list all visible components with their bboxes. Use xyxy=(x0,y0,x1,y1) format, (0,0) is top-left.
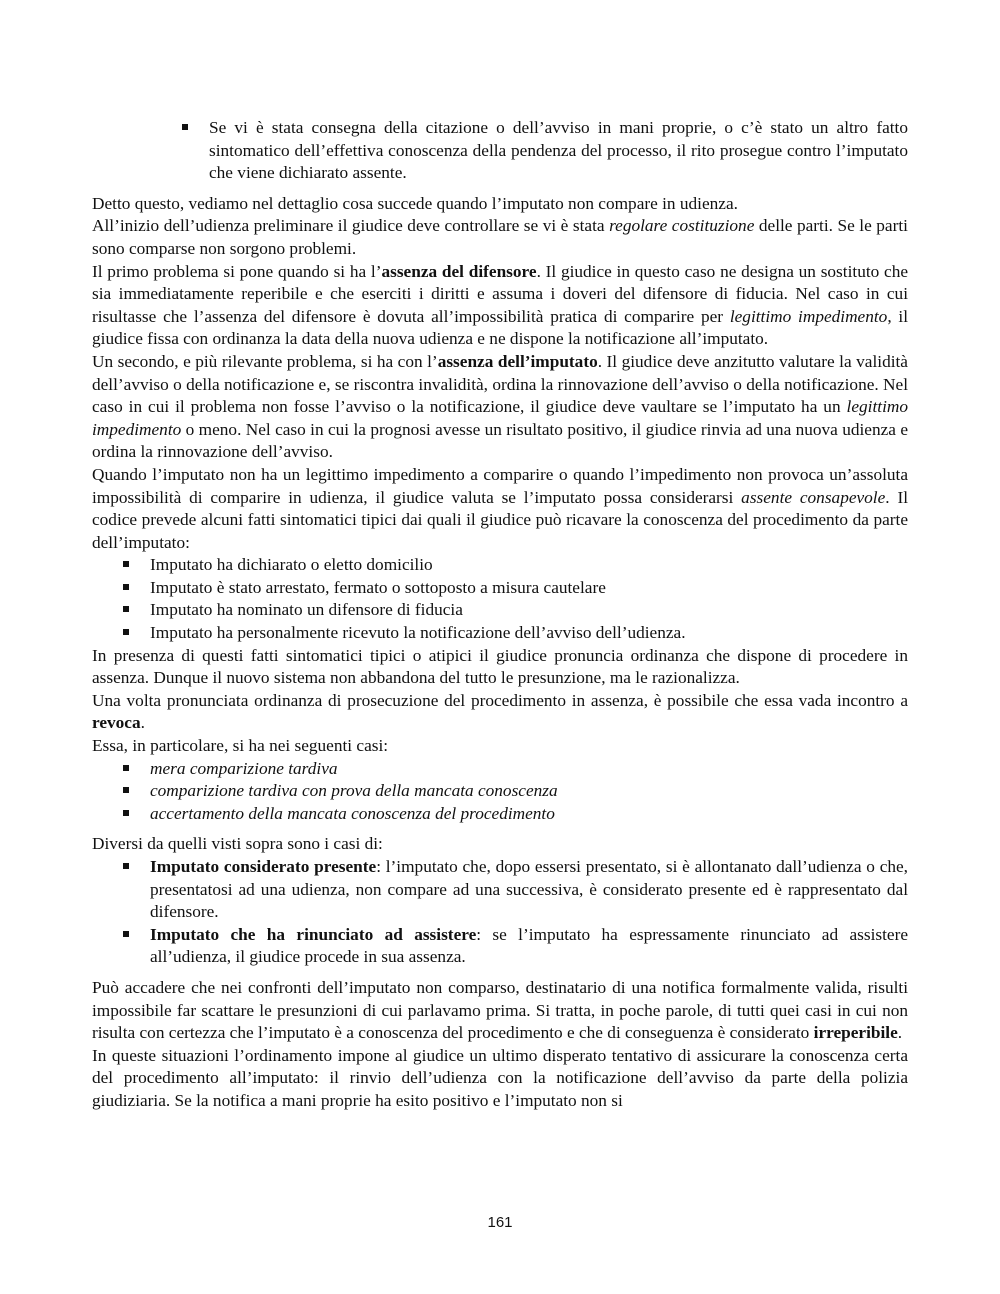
paragraph-7: Una volta pronunciata ordinanza di prosecuzione del procedimento in assenza, è possibile che essa vada incontro a revoca. xyxy=(92,690,908,733)
list-item: Imputato considerato presente: l’imputato che, dopo essersi presentato, si è allontanato dall’udienza o che, presentatosi ad una udienza, non compare ad una successiva, è considerato presente ed è rappresentato dal difensore. xyxy=(150,856,908,924)
square-bullet-icon xyxy=(182,124,188,130)
top-bullet-list xyxy=(92,117,908,185)
paragraph-6: In presenza di questi fatti sintomatici tipici o atipici il giudice pronuncia ordinanza che dispone di procedere in assenza. Dunque il nuovo sistema non abbandona del tutto le presunzione, ma le razionalizza. xyxy=(92,645,908,688)
square-bullet-icon xyxy=(123,561,129,567)
square-bullet-icon xyxy=(123,810,129,816)
paragraph-2: All’inizio dell’udienza preliminare il giudice deve controllare se vi è stata regolare costituzione delle parti. Se le parti sono comparse non sorgono problemi. xyxy=(92,216,908,258)
list-item: accertamento della mancata conoscenza del procedimento xyxy=(150,803,908,826)
square-bullet-icon xyxy=(123,765,129,771)
paragraph-9: Diversi da quelli visti sopra sono i casi di: xyxy=(92,834,383,854)
revocation-cases-list xyxy=(92,758,908,826)
list-item: mera comparizione tardiva xyxy=(150,758,908,781)
page-number: 161 xyxy=(487,1214,513,1231)
square-bullet-icon xyxy=(123,584,129,590)
square-bullet-icon xyxy=(123,606,129,612)
paragraph-1: Detto questo, vediamo nel dettaglio cosa succede quando l’imputato non compare in udienza. xyxy=(92,193,738,213)
square-bullet-icon xyxy=(123,863,129,869)
paragraph-8: Essa, in particolare, si ha nei seguenti casi: xyxy=(92,736,389,756)
paragraph-4: Un secondo, e più rilevante problema, si ha con l’assenza dell’imputato. Il giudice deve anzitutto valutare la validità dell’avviso o della notificazione e, se riscontra invalidità, ordina la rinnovazione dell’avviso o della notificazione. Nel caso in cui il problema non fosse l’avviso o la notificazione, il giudice deve vaultare se l’imputato ha un legittimo impedimento o meno. Nel caso in cui la prognosi avesse un risultato positivo, il giudice rinvia ad una nuova udienza e ordina la rinnovazione dell’avviso. xyxy=(92,351,908,462)
list-item: Se vi è stata consegna della citazione o dell’avviso in mani proprie, o c’è stato un altro fatto sintomatico dell’effettiva conoscenza della pendenza del processo, il rito prosegue contro l’imputato che viene dichiarato assente. xyxy=(209,117,908,185)
paragraph-3: Il primo problema si pone quando si ha l’assenza del difensore. Il giudice in questo caso ne designa un sostituto che sia immediatamente reperibile e che eserciti i diritti e assuma i doveri del difensore di fiducia. Nel caso in cui risultasse che l’assenza del difensore è dovuta all’impossibilità pratica di comparire per legittimo impedimento, il giudice fissa con ordinanza la data della nuova udienza e ne dispone la notificazione all’imputato. xyxy=(92,261,909,349)
paragraph-5: Quando l’imputato non ha un legittimo impedimento a comparire o quando l’impedimento non provoca un’assoluta impossibilità di comparire in udienza, il giudice valuta se l’imputato possa considerarsi assente consapevole. Il codice prevede alcuni fatti sintomatici tipici dai quali il giudice può ricavare la conoscenza del procedimento da parte dell’imputato: xyxy=(92,464,908,552)
square-bullet-icon xyxy=(123,931,129,937)
other-cases-list xyxy=(92,856,908,969)
list-item: Imputato ha dichiarato o eletto domicilio xyxy=(150,554,908,577)
square-bullet-icon xyxy=(123,629,129,635)
list-item: Imputato ha personalmente ricevuto la notificazione dell’avviso dell’udienza. xyxy=(150,622,908,645)
list-item: Imputato è stato arrestato, fermato o sottoposto a misura cautelare xyxy=(150,577,908,600)
list-item: comparizione tardiva con prova della mancata conoscenza xyxy=(150,780,908,803)
square-bullet-icon xyxy=(123,787,129,793)
symptomatic-facts-list xyxy=(92,554,908,644)
list-item: Imputato che ha rinunciato ad assistere: se l’imputato ha espressamente rinunciato ad assistere all’udienza, il giudice procede in sua assenza. xyxy=(150,924,908,969)
document-page xyxy=(92,117,908,1113)
list-item: Imputato ha nominato un difensore di fiducia xyxy=(150,599,908,622)
paragraph-11: In queste situazioni l’ordinamento impone al giudice un ultimo disperato tentativo di assicurare la conoscenza certa del procedimento all’imputato: il rinvio dell’udienza con la notificazione dell’avviso da parte della polizia giudiziaria. Se la notifica a mani proprie ha esito positivo e l’imputato non si xyxy=(92,1045,908,1110)
paragraph-10: Può accadere che nei confronti dell’imputato non comparso, destinatario di una notifica formalmente valida, risulti impossibile far scattare le presunzioni di cui parlavamo prima. Si tratta, in poche parole, di tutti quei casi in cui non risulta con certezza che l’imputato è a conoscenza del procedimento e che di conseguenza è considerato irreperibile. xyxy=(92,977,908,1043)
